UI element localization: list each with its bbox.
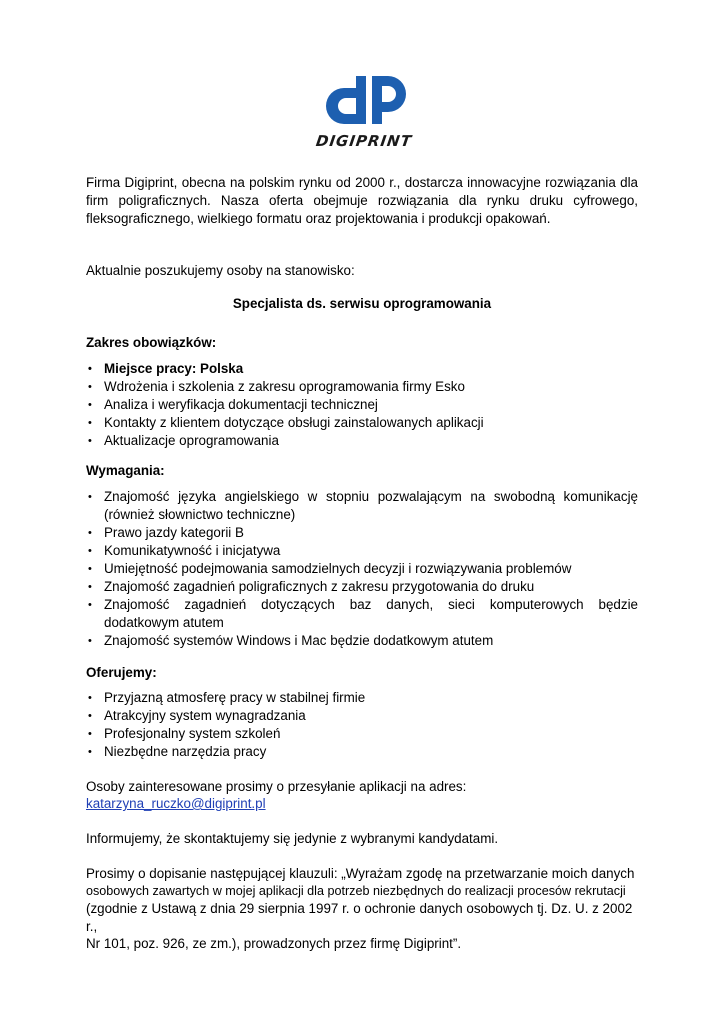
clause-line: Nr 101, poz. 926, ze zm.), prowadzonych przez firmę Digiprint”. xyxy=(86,936,462,951)
list-item: • Znajomość zagadnień poligraficznych z zakresu przygotowania do druku xyxy=(86,578,638,596)
list-item: • Umiejętność podejmowania samodzielnych decyzji i rozwiązywania problemów xyxy=(86,560,638,578)
duties-heading: Zakres obowiązków: xyxy=(86,335,217,350)
list-item: • Atrakcyjny system wynagradzania xyxy=(86,707,638,725)
clause-line: Prosimy o dopisanie następującej klauzuli: „Wyrażam zgodę na przetwarzanie moich danych xyxy=(86,866,635,881)
offer-heading: Oferujemy: xyxy=(86,665,157,680)
apply-text: Osoby zainteresowane prosimy o przesyłanie aplikacji na adres: xyxy=(86,779,467,794)
list-item: • Znajomość języka angielskiego w stopniu pozwalającym na swobodną komunikację (również słownictwo techniczne) xyxy=(86,488,638,524)
list-item: • Miejsce pracy: Polska xyxy=(86,360,638,378)
position-title: Specjalista ds. serwisu oprogramowania xyxy=(232,296,492,311)
list-item: • Niezbędne narzędzia pracy xyxy=(86,743,638,761)
list-item: • Aktualizacje oprogramowania xyxy=(86,432,638,450)
list-item: • Prawo jazdy kategorii B xyxy=(86,524,638,542)
seeking-text: Aktualnie poszukujemy osoby na stanowisko: xyxy=(86,263,355,278)
intro-paragraph: Firma Digiprint, obecna na polskim rynku od 2000 r., dostarcza innowacyjne rozwiązania dla firm poligraficznych. Nasza oferta obejmuje rozwiązania dla rynku druku cyfrowego, fleksograficznego, wielkiego formatu oraz projektowania i produkcji opakowań. xyxy=(86,175,638,226)
digiprint-logo xyxy=(316,74,412,154)
requirements-list xyxy=(86,488,638,650)
list-item: • Wdrożenia i szkolenia z zakresu oprogramowania firmy Esko xyxy=(86,378,638,396)
clause-line: osobowych zawartych w mojej aplikacji dla potrzeb niezbędnych do realizacji procesów rekrutacji xyxy=(86,883,626,898)
offer-list xyxy=(86,689,638,761)
list-item: • Analiza i weryfikacja dokumentacji technicznej xyxy=(86,396,638,414)
clause-line: (zgodnie z Ustawą z dnia 29 sierpnia 1997 r. o ochronie danych osobowych tj. Dz. U. z 2002 r., xyxy=(86,901,633,934)
logo-wordmark: DIGIPRINT xyxy=(314,132,414,150)
list-item: • Profesjonalny system szkoleń xyxy=(86,725,638,743)
notice-text: Informujemy, że skontaktujemy się jedynie z wybranymi kandydatami. xyxy=(86,831,499,846)
list-item: • Komunikatywność i inicjatywa xyxy=(86,542,638,560)
digiprint-logo-mark xyxy=(316,74,412,136)
clause-paragraph xyxy=(86,865,638,953)
list-item: • Znajomość systemów Windows i Mac będzie dodatkowym atutem xyxy=(86,632,638,650)
list-item: • Przyjazną atmosferę pracy w stabilnej firmie xyxy=(86,689,638,707)
email-link[interactable]: katarzyna_ruczko@digiprint.pl xyxy=(86,796,266,811)
duties-list xyxy=(86,360,638,450)
requirements-heading: Wymagania: xyxy=(86,463,165,478)
list-item: • Kontakty z klientem dotyczące obsługi zainstalowanych aplikacji xyxy=(86,414,638,432)
list-item: • Znajomość zagadnień dotyczących baz danych, sieci komputerowych będzie dodatkowym atutem xyxy=(86,596,638,632)
